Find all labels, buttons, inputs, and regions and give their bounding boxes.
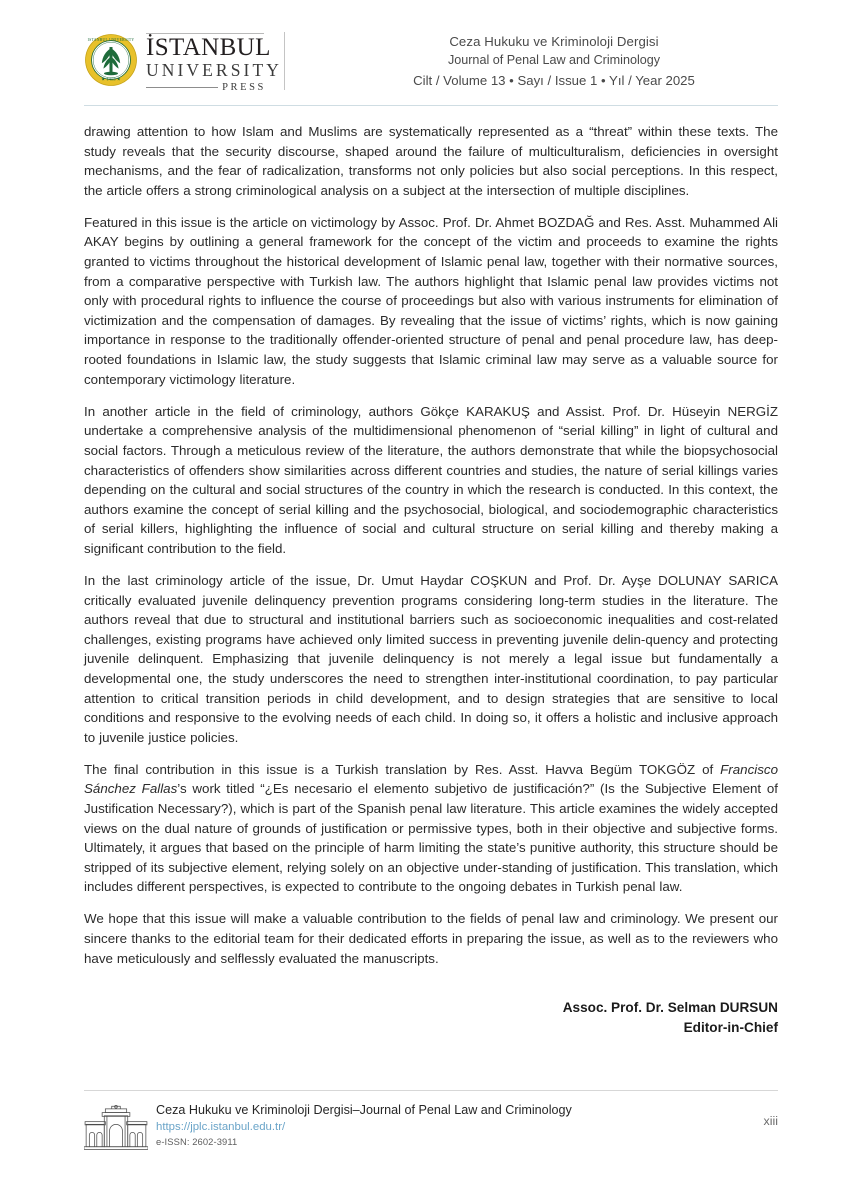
beyazit-gate-icon — [84, 1104, 148, 1150]
paragraph: drawing attention to how Islam and Muslims are systematically represented as a “threat” within these texts. The study reveals that the security discourse, shaped around the failure of multiculturalism, deficiencies in oversight mechanisms, and the fear of radicalization, transforms not only policies but also social perceptions. In this respect, the article offers a strong criminological analysis on a subject at the intersection of multiple disciplines. — [84, 124, 778, 198]
editorial-body — [84, 122, 778, 1038]
editor-signature — [84, 998, 778, 1038]
journal-masthead-titles — [330, 32, 778, 90]
paragraph: In the last criminology article of the issue, Dr. Umut Haydar COŞKUN and Prof. Dr. Ayşe DOLUNAY SARICA critically evaluated juvenile delinquency prevention programs considering long-term studies in the literature. The authors reveal that due to structural and institutional barriers such as socioeconomic inequalities and cost-related challenges, existing programs have achieved only limited success in preventing juvenile delin-quency and protecting juvenile delinquent. Emphasizing that juvenile delinquency is not merely a legal issue but fundamentally a developmental one, the study underscores the need to strengthen inter-institutional coordination, to pay particular attention to critical transition periods in child development, and to design strategies that are sensitive to local conditions and responsive to the evolving needs of each child. In doing so, it offers a holistic and inclusive approach to juvenile justice policies. — [84, 572, 778, 745]
paragraph-translation — [84, 760, 778, 897]
journal-title-tr: Ceza Hukuku ve Kriminoloji Dergisi — [449, 34, 659, 49]
footer-journal-title: Ceza Hukuku ve Kriminoloji Dergisi–Journal of Penal Law and Criminology — [156, 1103, 572, 1117]
footer-journal-info — [156, 1102, 764, 1149]
footer-journal-url[interactable]: https://jplc.istanbul.edu.tr/ — [156, 1121, 286, 1133]
svg-text:ISTANBUL UNIVERSITY: ISTANBUL UNIVERSITY — [87, 38, 135, 43]
editor-name: Assoc. Prof. Dr. Selman DURSUN — [562, 1000, 778, 1016]
translation-author-italic: Francisco Sánchez Fallas — [84, 761, 778, 797]
page-footer — [84, 1090, 778, 1152]
paragraph-closing: We hope that this issue will make a valuable contribution to the fields of penal law and criminology. We present our sincere thanks to the editorial team for their dedicated efforts in preparing the issue, as well as to the reviewers who have meticulously and selflessly evaluated the manuscripts. — [84, 911, 778, 966]
istanbul-university-press-logo — [84, 32, 282, 93]
wordmark-university: UNIVERSITY — [146, 60, 282, 80]
translation-text-part-1: The final contribution in this issue is a Turkish translation by Res. Asst. Havva Begüm TOKGÖZ of — [84, 761, 721, 777]
translation-text-part-2: ’s work titled “¿Es necesario el elemento subjetivo de justificación?” (Is the Subjective Element of Justification Necessary?), which is part of the Spanish penal law literature. This article examines the widely accepted views on the dual nature of grounds of justification or permissive types, both in their objective and subjective forms. Ultimately, it argues that based on the principle of harm limiting the state’s punitive authority, this structure should be stripped of its subjective element, relying solely on an objective under-standing of justification. This translation, which includes different perspectives, is expected to contribute to the ongoing debates in Turkish penal law. — [84, 781, 779, 895]
journal-issue-line: Cilt / Volume 13 • Sayı / Issue 1 • Yıl / Year 2025 — [413, 73, 695, 88]
svg-text:★ 1453 ★: ★ 1453 ★ — [101, 76, 121, 82]
istanbul-university-seal-icon — [84, 33, 138, 87]
editor-role: Editor-in-Chief — [683, 1020, 778, 1036]
wordmark-press-row — [146, 82, 266, 93]
footer-top-divider — [84, 1090, 778, 1091]
paragraph: In another article in the field of criminology, authors Gökçe KARAKUŞ and Assist. Prof. Dr. Hüseyin NERGİZ undertake a comprehensive analysis of the multidimensional phenomenon of “serial killing” in light of cultural and social factors. Through a meticulous review of the literature, the authors demonstrate that while the biopsychosocial characteristics of offenders show similarities across different countries and studies, the nature of serial killings varies depending on the cultural and social structures of the country in which the research is conducted. In this context, the authors examine the concept of serial killing and the psychosocial, biological, and sociodemographic characteristics of serial killers, highlighting the influence of social and cultural structure on serial killing and thereby making a significant contribution to the field. — [84, 403, 778, 556]
paragraph: Featured in this issue is the article on victimology by Assoc. Prof. Dr. Ahmet BOZDAĞ and Res. Asst. Muhammed Ali AKAY begins by outlining a general framework for the concept of the victim and proceeds to examine the rights granted to victims throughout the historical development of Islamic penal law, together with their normative sources, from a comparative perspective with Turkish law. The authors highlight that Islamic penal law provides victims not only with procedural rights to influence the course of proceedings but also with various instruments for elimination of victimization and the compensation of damages. By revealing that the issue of victims’ rights, which is now gaining importance in response to the traditionally offender-oriented structure of penal and penal procedure law, has deep-rooted foundations in Islamic law, the study suggests that Islamic criminal law may serve as a valuable source for contemporary victimology literature. — [84, 214, 778, 387]
header-divider — [84, 105, 778, 106]
wordmark-istanbul: İSTANBUL — [146, 34, 271, 61]
press-wordmark — [146, 32, 282, 93]
wordmark-right-rule — [284, 32, 285, 90]
page-number: xiii — [763, 1114, 778, 1128]
journal-title-en: Journal of Penal Law and Criminology — [447, 53, 661, 67]
press-left-rule — [146, 87, 218, 88]
page-header — [0, 22, 858, 100]
footer-issn: e-ISSN: 2602-3911 — [156, 1136, 238, 1147]
wordmark-press: PRESS — [222, 82, 266, 93]
